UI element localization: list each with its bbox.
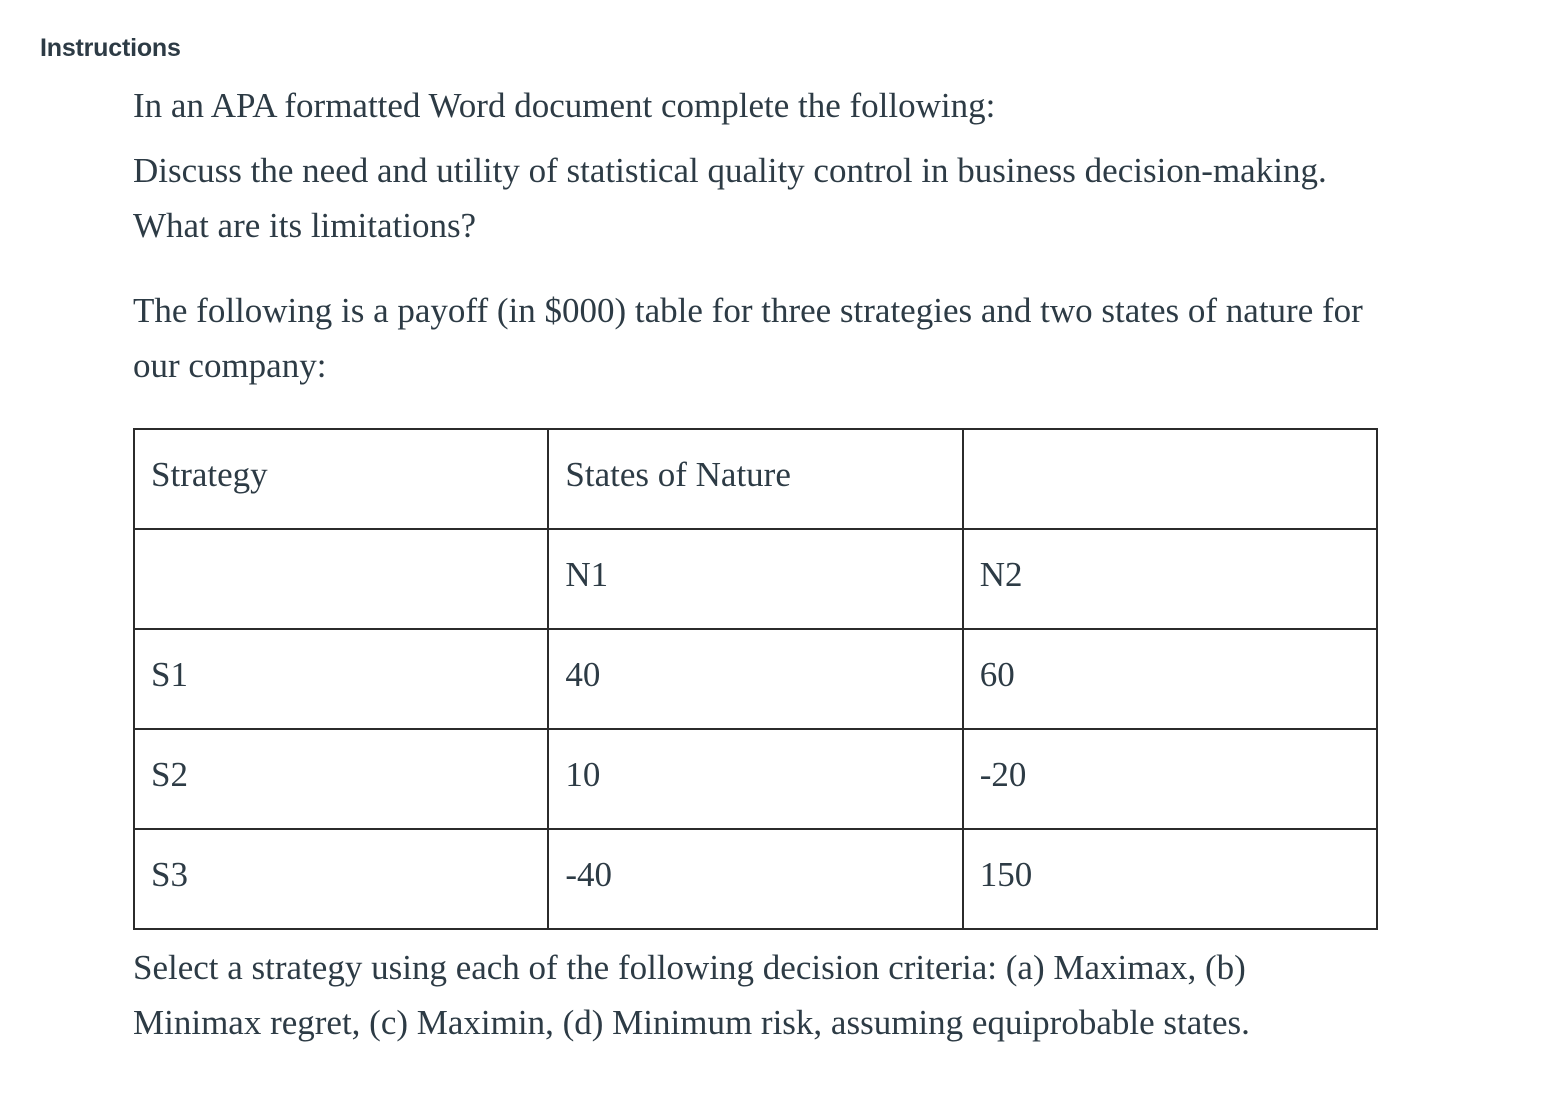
- table-cell: N1: [548, 529, 962, 629]
- table-cell: S3: [134, 829, 548, 929]
- table-cell: States of Nature: [548, 429, 962, 529]
- payoff-text-line-1: The following is a payoff (in $000) table for three strategies and two states of nature for: [133, 291, 1363, 330]
- table-cell: -40: [548, 829, 962, 929]
- table-cell: N2: [963, 529, 1377, 629]
- instructions-heading: Instructions: [40, 34, 181, 62]
- table-cell: -20: [963, 729, 1377, 829]
- table-cell: 150: [963, 829, 1377, 929]
- payoff-paragraph: [133, 283, 1533, 393]
- select-text-line-1: Select a strategy using each of the following decision criteria: (a) Maximax, (b): [133, 948, 1246, 987]
- discuss-paragraph: [133, 143, 1533, 253]
- table-cell: [134, 529, 548, 629]
- table-row: [134, 429, 1377, 529]
- discuss-text-line-2: What are its limitations?: [133, 206, 477, 245]
- select-paragraph: [133, 940, 1533, 1050]
- table-cell: S1: [134, 629, 548, 729]
- table-row: [134, 629, 1377, 729]
- payoff-text-line-2: our company:: [133, 346, 327, 385]
- table-row: [134, 729, 1377, 829]
- table-cell: [963, 429, 1377, 529]
- table-cell: 60: [963, 629, 1377, 729]
- table-cell: S2: [134, 729, 548, 829]
- select-text-line-2: Minimax regret, (c) Maximin, (d) Minimum risk, assuming equiprobable states.: [133, 1003, 1250, 1042]
- intro-text: In an APA formatted Word document complete the following:: [133, 86, 996, 125]
- table-cell: Strategy: [134, 429, 548, 529]
- table-row: [134, 829, 1377, 929]
- discuss-text-line-1: Discuss the need and utility of statistical quality control in business decision-making.: [133, 151, 1327, 190]
- instructions-body: [133, 78, 1533, 1050]
- table-cell: 40: [548, 629, 962, 729]
- table-row: [134, 529, 1377, 629]
- intro-paragraph: [133, 78, 1533, 133]
- payoff-table: [133, 428, 1378, 930]
- table-cell: 10: [548, 729, 962, 829]
